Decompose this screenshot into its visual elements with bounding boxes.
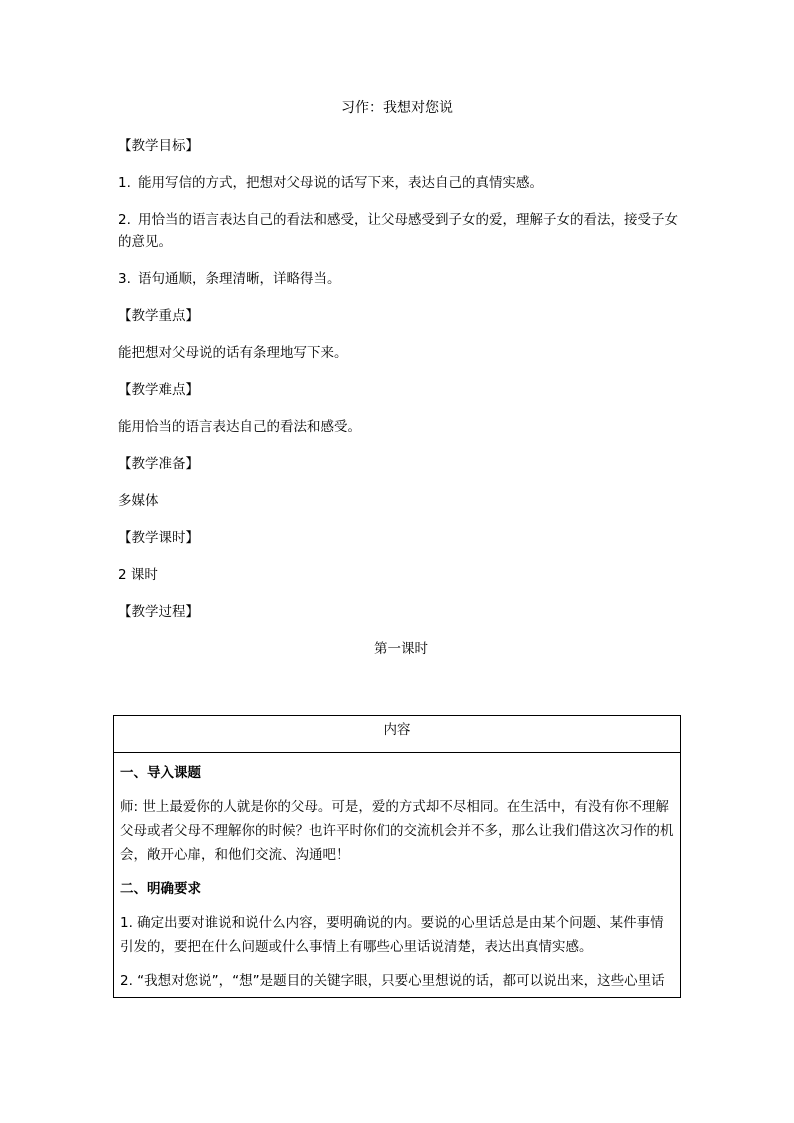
difficulty-heading: 【教学难点】 bbox=[118, 382, 199, 398]
requirement-item: 2. “我想对您说”，“想”是题目的关键字眼，只要心里想说的话，都可以说出来，这些心里话 bbox=[120, 973, 665, 989]
requirement-item: 1. 确定出要对谁说和说什么内容，要明确说的内。要说的心里话总是由某个问题、某件事情引发的，要把在什么问题或什么事情上有哪些心里话说清楚，表达出真情实感。 bbox=[120, 915, 664, 955]
document-body bbox=[118, 135, 684, 660]
prep-heading: 【教学准备】 bbox=[118, 456, 199, 472]
hours-text: 2 课时 bbox=[118, 567, 158, 583]
prep-text: 多媒体 bbox=[118, 493, 159, 509]
table-content-cell bbox=[114, 753, 681, 998]
lesson-table bbox=[113, 715, 681, 998]
section-text: 师: 世上最爱你的人就是你的父母。可是，爱的方式却不尽相同。在生活中，有没有你不理解父母或者父母不理解你的时候？也许平时你们的交流机会并不多，那么让我们借这次习作的机会，敞开心扉，和他们交流、沟通吧！ bbox=[120, 799, 674, 863]
goal-item: 2. 用恰当的语言表达自己的看法和感受，让父母感受到子女的爱，理解子女的看法，接受子女的意见。 bbox=[118, 212, 678, 250]
goal-item: 3. 语句通顺，条理清晰，详略得当。 bbox=[118, 271, 341, 287]
goal-item: 1. 能用写信的方式，把想对父母说的话写下来，表达自己的真情实感。 bbox=[118, 175, 543, 191]
document-title: 习作：我想对您说 bbox=[341, 100, 453, 116]
process-heading: 【教学过程】 bbox=[118, 604, 199, 620]
hours-heading: 【教学课时】 bbox=[118, 530, 199, 546]
goals-heading: 【教学目标】 bbox=[118, 138, 199, 154]
lesson-title: 第一课时 bbox=[374, 641, 428, 657]
table-header: 内容 bbox=[114, 716, 681, 753]
focus-heading: 【教学重点】 bbox=[118, 308, 199, 324]
table-cell-content bbox=[120, 753, 674, 997]
focus-text: 能把想对父母说的话有条理地写下来。 bbox=[118, 345, 348, 361]
difficulty-text: 能用恰当的语言表达自己的看法和感受。 bbox=[118, 419, 361, 435]
section-title: 二、明确要求 bbox=[120, 881, 201, 897]
section-title: 一、导入课题 bbox=[120, 765, 201, 781]
